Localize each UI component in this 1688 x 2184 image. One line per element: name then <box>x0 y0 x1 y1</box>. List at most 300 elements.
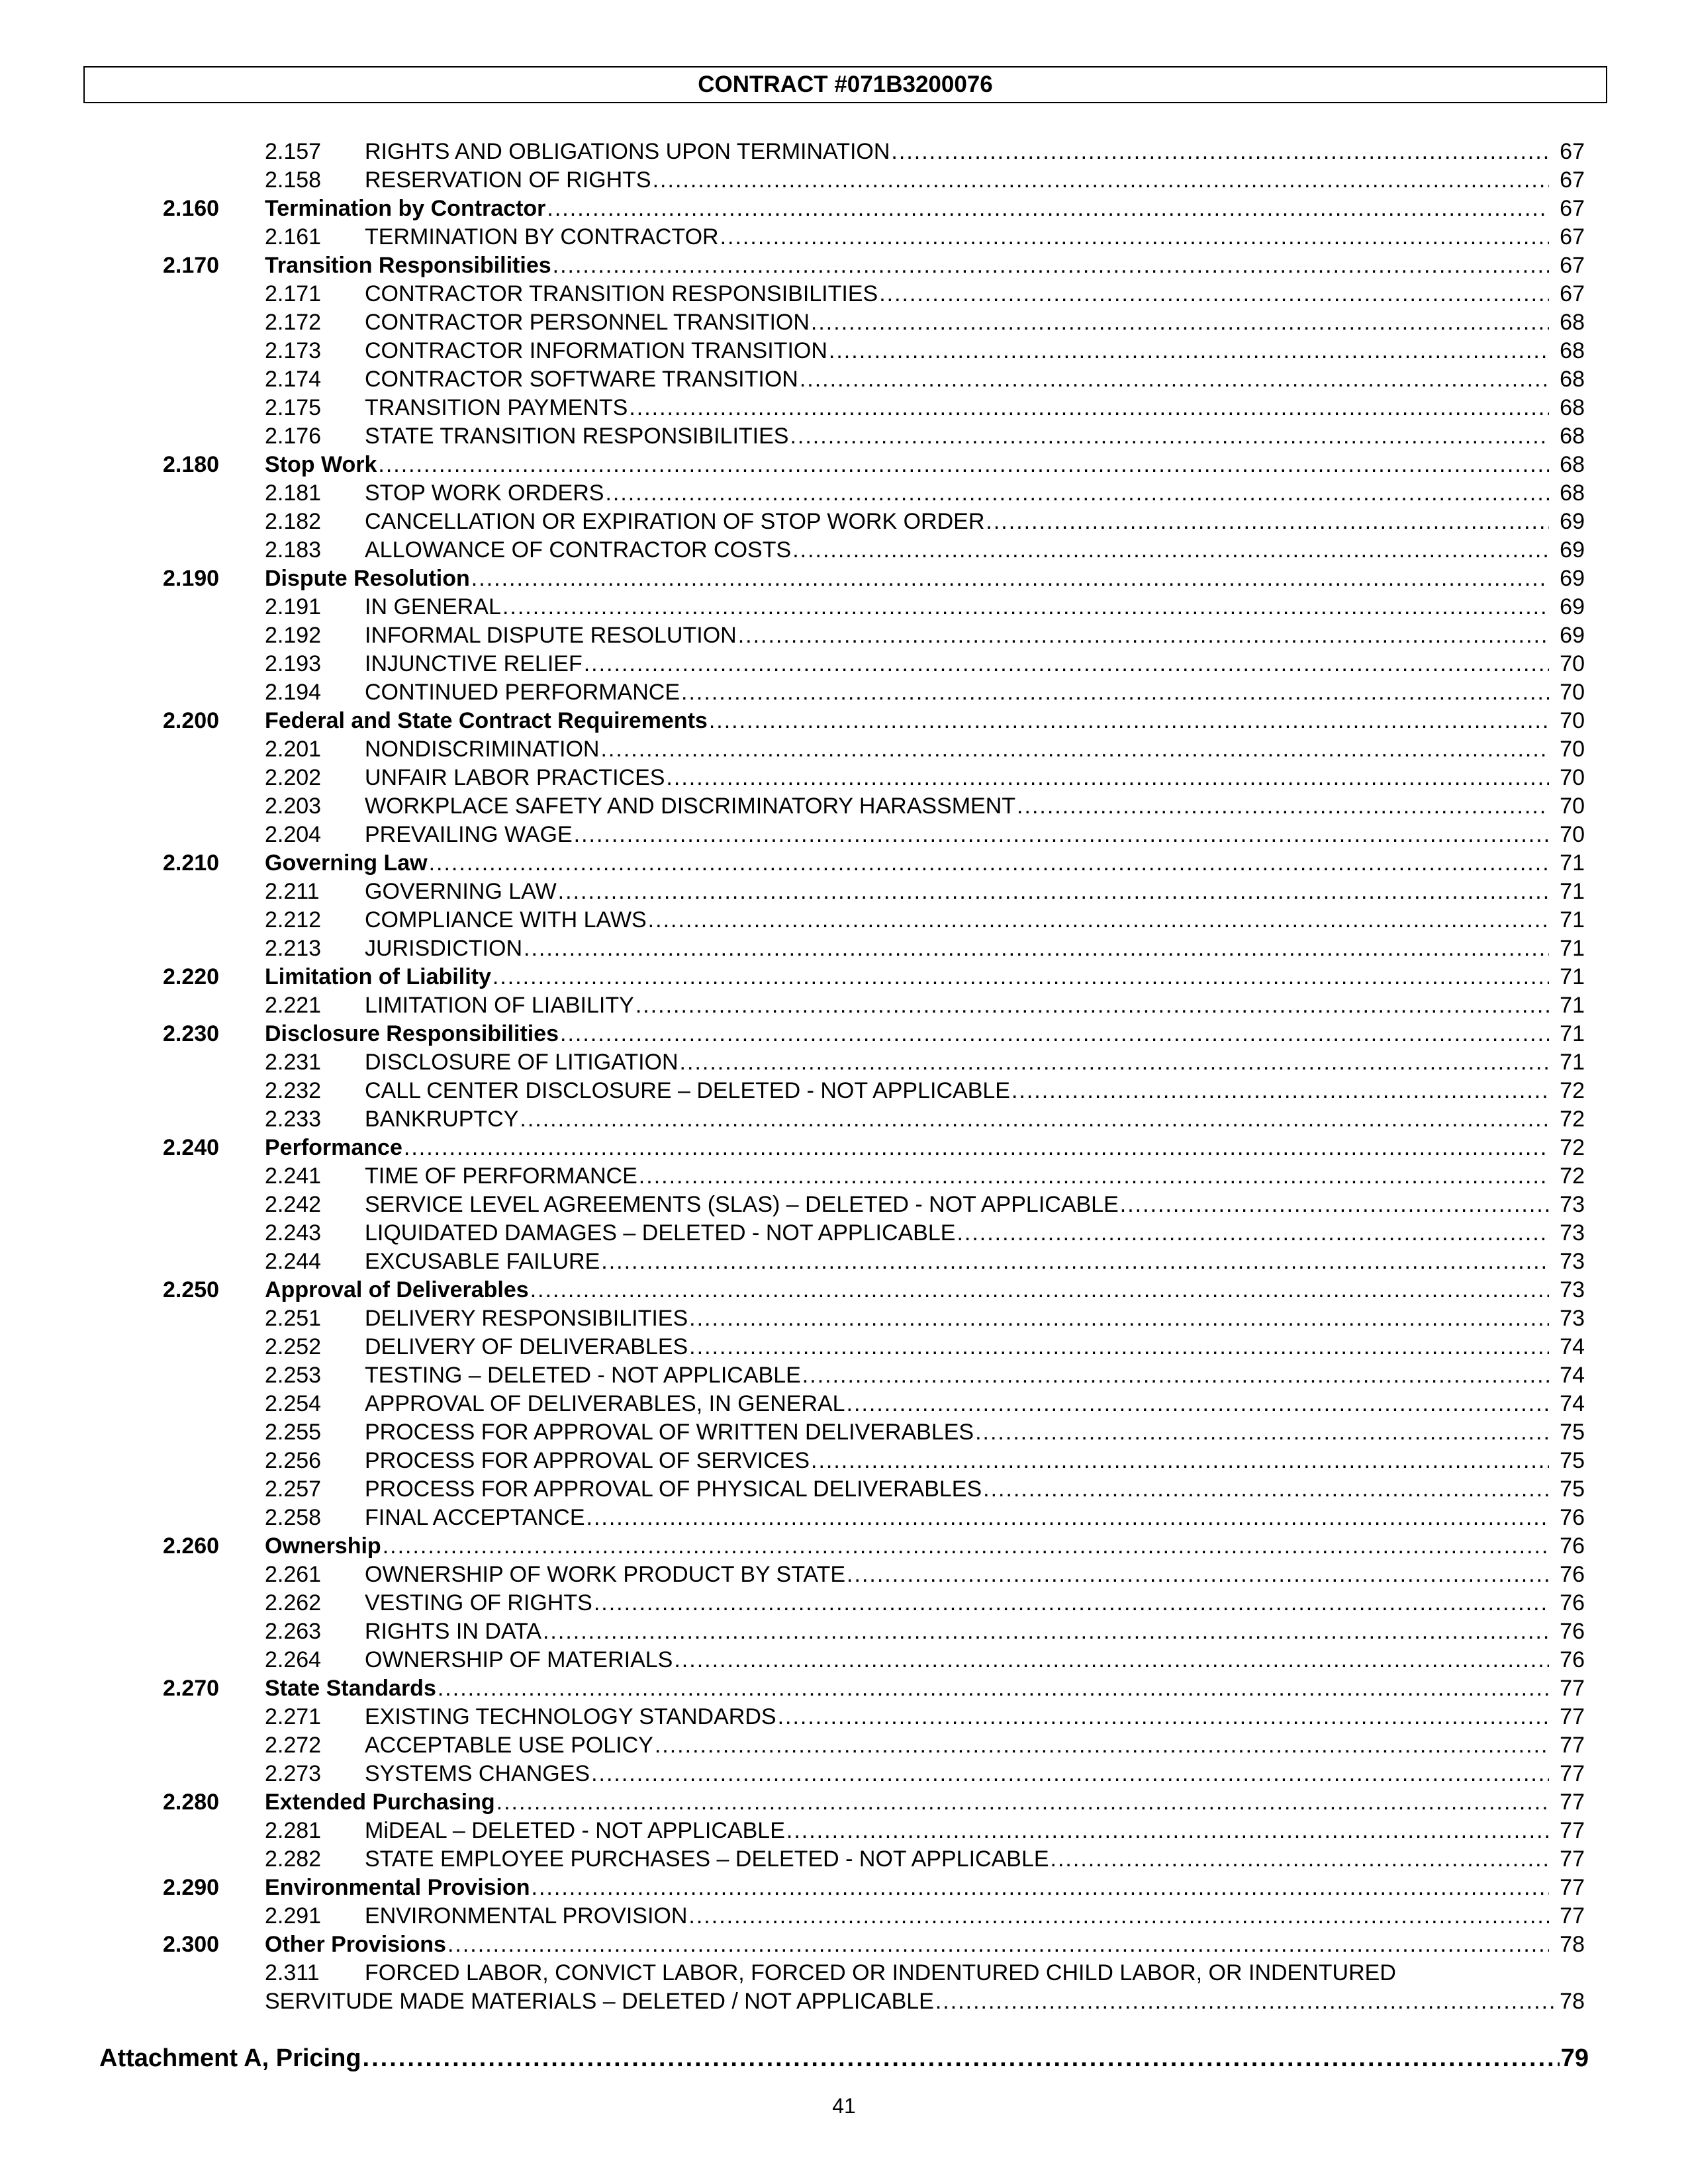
dot-leader <box>689 1304 1549 1333</box>
toc-entry-number: 2.261 <box>265 1562 322 1587</box>
toc-entry-title: INJUNCTIVE RELIEF <box>365 651 583 676</box>
toc-entry-title: DELIVERY OF DELIVERABLES <box>365 1334 688 1359</box>
toc-subsection-entry[interactable] <box>0 1248 1688 1276</box>
toc-subsection-entry[interactable] <box>0 1418 1688 1447</box>
toc-entry-line <box>365 1561 1585 1589</box>
dot-leader <box>800 365 1549 394</box>
dot-leader <box>983 1475 1549 1504</box>
dot-leader <box>891 138 1549 166</box>
toc-entry-line <box>265 707 1585 735</box>
toc-entry-line <box>365 1390 1585 1418</box>
toc-entry-number: 2.258 <box>265 1505 322 1530</box>
toc-entry-page: 77 <box>1560 1790 1585 1815</box>
toc-entry-number: 2.190 <box>163 566 220 591</box>
toc-entry-line <box>365 1475 1585 1504</box>
toc-entry-number: 2.204 <box>265 822 322 847</box>
toc-entry-page: 73 <box>1560 1306 1585 1331</box>
toc-section-entry[interactable] <box>0 195 1688 223</box>
toc-entry-page: 77 <box>1560 1818 1585 1843</box>
dot-leader <box>680 1048 1549 1077</box>
toc-subsection-entry[interactable] <box>0 878 1688 906</box>
toc-subsection-entry[interactable] <box>0 1333 1688 1361</box>
toc-section-entry[interactable] <box>0 451 1688 479</box>
toc-entry-line <box>365 1589 1585 1617</box>
toc-entry-number: 2.280 <box>163 1790 220 1815</box>
dot-leader <box>601 1248 1549 1276</box>
toc-section-entry[interactable] <box>0 707 1688 735</box>
toc-entry-title: STOP WORK ORDERS <box>365 480 604 506</box>
toc-entry-number: 2.183 <box>265 537 322 563</box>
toc-entry-number: 2.194 <box>265 680 322 705</box>
toc-entry-page: 78 <box>1560 1989 1585 2014</box>
toc-entry-number: 2.192 <box>265 623 322 648</box>
toc-entry-page: 68 <box>1560 310 1585 335</box>
dot-leader <box>438 1674 1549 1703</box>
toc-entry-number: 2.254 <box>265 1391 322 1416</box>
toc-entry-title: CONTRACTOR INFORMATION TRANSITION <box>365 338 827 363</box>
toc-entry-title: Termination by Contractor <box>265 196 546 221</box>
toc-entry-number: 2.160 <box>163 196 220 221</box>
toc-entry-line <box>265 1931 1585 1959</box>
dot-leader <box>674 1646 1549 1674</box>
dot-leader <box>447 1931 1549 1959</box>
toc-section-entry[interactable] <box>0 565 1688 593</box>
toc-entry-line <box>365 138 1585 166</box>
toc-entry-title: WORKPLACE SAFETY AND DISCRIMINATORY HARASSMENT <box>365 794 1016 819</box>
toc-entry-number: 2.253 <box>265 1363 322 1388</box>
toc-entry-title: ENVIRONMENTAL PROVISION <box>365 1903 688 1929</box>
toc-entry-page: 67 <box>1560 167 1585 193</box>
toc-entry-line <box>365 1703 1585 1731</box>
toc-subsection-entry[interactable] <box>0 166 1688 195</box>
toc-entry-line <box>365 1248 1585 1276</box>
toc-subsection-entry[interactable] <box>0 792 1688 821</box>
toc-entry-page: 77 <box>1560 1704 1585 1729</box>
toc-entry-line <box>365 821 1585 849</box>
dot-leader <box>502 593 1549 621</box>
toc-subsection-entry[interactable] <box>0 593 1688 621</box>
toc-entry-line <box>365 1731 1585 1760</box>
toc-entry-line <box>365 337 1585 365</box>
toc-entry-page: 78 <box>1560 1932 1585 1957</box>
toc-entry-page: 77 <box>1560 1846 1585 1872</box>
toc-entry-title: ACCEPTABLE USE POLICY <box>365 1733 653 1758</box>
toc-subsection-entry[interactable] <box>0 906 1688 934</box>
toc-section-entry[interactable] <box>0 1674 1688 1703</box>
dot-leader <box>738 621 1549 650</box>
dot-leader <box>935 1987 1558 2016</box>
dot-leader <box>811 1447 1549 1475</box>
toc-entry-line <box>365 1817 1585 1845</box>
toc-entry-number: 2.212 <box>265 907 322 933</box>
toc-entry-line <box>365 1105 1585 1134</box>
dot-leader <box>584 650 1549 678</box>
toc-subsection-entry[interactable] <box>0 650 1688 678</box>
toc-entry-page: 75 <box>1560 1477 1585 1502</box>
toc-entry-line <box>365 1902 1585 1931</box>
toc-entry-title: COMPLIANCE WITH LAWS <box>365 907 647 933</box>
toc-subsection-entry[interactable] <box>0 1646 1688 1674</box>
toc-entry-page: 74 <box>1560 1334 1585 1359</box>
toc-entry-line <box>365 1447 1585 1475</box>
dot-leader <box>655 1731 1549 1760</box>
toc-entry-line <box>265 1674 1585 1703</box>
toc-entry-line <box>365 650 1585 678</box>
toc-entry-title: IN GENERAL <box>365 594 501 619</box>
toc-entry-title: INFORMAL DISPUTE RESOLUTION <box>365 623 737 648</box>
toc-entry-line <box>365 792 1585 821</box>
dot-leader <box>496 1788 1549 1817</box>
toc-section-entry[interactable] <box>0 1532 1688 1561</box>
toc-entry-page: 67 <box>1560 139 1585 164</box>
toc-entry-number: 2.157 <box>265 139 322 164</box>
toc-entry-number: 2.273 <box>265 1761 322 1786</box>
toc-subsection-entry[interactable] <box>0 1845 1688 1874</box>
toc-subsection-entry[interactable] <box>0 1902 1688 1931</box>
toc-section-entry[interactable] <box>0 1874 1688 1902</box>
toc-subsection-entry[interactable] <box>0 138 1688 166</box>
toc-entry-line <box>265 565 1585 593</box>
toc-entry-page: 69 <box>1560 537 1585 563</box>
toc-entry-page: 77 <box>1560 1875 1585 1900</box>
dot-leader <box>666 764 1549 792</box>
toc-subsection-entry[interactable] <box>0 1077 1688 1105</box>
toc-entry-page: 71 <box>1560 993 1585 1018</box>
toc-subsection-entry[interactable] <box>0 1504 1688 1532</box>
toc-subsection-entry[interactable] <box>0 821 1688 849</box>
toc-subsection-entry[interactable] <box>0 308 1688 337</box>
toc-entry-number: 2.171 <box>265 281 322 306</box>
dot-leader <box>553 251 1549 280</box>
toc-entry-page: 69 <box>1560 594 1585 619</box>
toc-section-entry[interactable] <box>0 1788 1688 1817</box>
dot-leader <box>829 337 1549 365</box>
toc-entry-title: PREVAILING WAGE <box>365 822 573 847</box>
toc-entry-number: 2.255 <box>265 1420 322 1445</box>
toc-entry-line <box>365 906 1585 934</box>
toc-entry-line <box>365 1504 1585 1532</box>
toc-entry-page: 70 <box>1560 794 1585 819</box>
toc-subsection-entry[interactable] <box>0 1617 1688 1646</box>
toc-subsection-entry[interactable] <box>0 1191 1688 1219</box>
toc-entry-number: 2.250 <box>163 1277 220 1302</box>
toc-entry-title: GOVERNING LAW <box>365 879 557 904</box>
toc-entry-line <box>365 1646 1585 1674</box>
toc-entry-page: 68 <box>1560 452 1585 477</box>
toc-entry-page: 76 <box>1560 1505 1585 1530</box>
toc-subsection-entry[interactable] <box>0 621 1688 650</box>
toc-entry-number: 2.181 <box>265 480 322 506</box>
toc-entry-title: TERMINATION BY CONTRACTOR <box>365 224 719 250</box>
toc-entry-number: 2.243 <box>265 1220 322 1246</box>
toc-entry-page: 68 <box>1560 367 1585 392</box>
dot-leader <box>688 1902 1549 1931</box>
toc-subsection-entry[interactable] <box>0 991 1688 1020</box>
toc-entry-page: 76 <box>1560 1562 1585 1587</box>
toc-entry-number: 2.291 <box>265 1903 322 1929</box>
toc-entry-page: 69 <box>1560 566 1585 591</box>
toc-subsection-entry[interactable] <box>0 223 1688 251</box>
toc-entry-number: 2.232 <box>265 1078 322 1103</box>
toc-entry-number: 2.231 <box>265 1050 322 1075</box>
toc-entry-title: TESTING – DELETED - NOT APPLICABLE <box>365 1363 801 1388</box>
toc-entry-number: 2.180 <box>163 452 220 477</box>
dot-leader <box>591 1760 1549 1788</box>
toc-entry-page: 70 <box>1560 765 1585 790</box>
toc-subsection-entry[interactable] <box>0 1304 1688 1333</box>
toc-entry-page: 71 <box>1560 1050 1585 1075</box>
dot-leader <box>532 1874 1549 1902</box>
toc-entry-title: CONTRACTOR PERSONNEL TRANSITION <box>365 310 810 335</box>
toc-subsection-entry[interactable] <box>0 508 1688 536</box>
dot-leader <box>790 422 1549 451</box>
toc-entry-line <box>365 1361 1585 1390</box>
dot-leader <box>1051 1845 1549 1874</box>
toc-entry-title: CONTINUED PERFORMANCE <box>365 680 680 705</box>
toc-entry-title: OWNERSHIP OF MATERIALS <box>365 1647 673 1672</box>
toc-subsection-entry[interactable] <box>0 337 1688 365</box>
toc-entry-title: LIMITATION OF LIABILITY <box>365 993 634 1018</box>
toc-entry-line <box>365 1304 1585 1333</box>
toc-entry-title: Disclosure Responsibilities <box>265 1021 559 1046</box>
toc-entry-line <box>365 1077 1585 1105</box>
toc-section-entry[interactable] <box>0 1020 1688 1048</box>
toc-entry-title: CONTRACTOR TRANSITION RESPONSIBILITIES <box>365 281 878 306</box>
toc-entry-number: 2.173 <box>265 338 322 363</box>
toc-section-entry[interactable] <box>0 1276 1688 1304</box>
toc-section-entry[interactable] <box>0 1134 1688 1162</box>
toc-entry-title: CANCELLATION OR EXPIRATION OF STOP WORK ORDER <box>365 509 985 534</box>
dot-leader <box>524 934 1549 963</box>
toc-entry-page: 69 <box>1560 623 1585 648</box>
toc-entry-page: 70 <box>1560 680 1585 705</box>
toc-entry-number: 2.200 <box>163 708 220 733</box>
toc-subsection-entry[interactable] <box>0 1447 1688 1475</box>
toc-subsection-entry[interactable] <box>0 1048 1688 1077</box>
toc-entry-line <box>365 1617 1585 1646</box>
dot-leader <box>1011 1077 1549 1105</box>
toc-subsection-entry[interactable] <box>0 678 1688 707</box>
toc-entry-title: DELIVERY RESPONSIBILITIES <box>365 1306 688 1331</box>
toc-entry-page: 72 <box>1560 1107 1585 1132</box>
toc-subsection-entry[interactable] <box>0 735 1688 764</box>
toc-entry-number: 2.242 <box>265 1192 322 1217</box>
toc-subsection-entry[interactable] <box>0 1561 1688 1589</box>
toc-entry-number: 2.260 <box>163 1533 220 1559</box>
toc-entry-title: STATE TRANSITION RESPONSIBILITIES <box>365 424 789 449</box>
toc-entry-line <box>365 422 1585 451</box>
toc-entry-title: Transition Responsibilities <box>265 253 551 278</box>
toc-entry-number: 2.263 <box>265 1619 322 1644</box>
toc-subsection-entry[interactable] <box>0 934 1688 963</box>
toc-entry-number: 2.300 <box>163 1932 220 1957</box>
toc-attachment-entry[interactable] <box>99 2042 1589 2074</box>
toc-entry-number: 2.311 <box>265 1960 320 1985</box>
toc-entry-page: 75 <box>1560 1448 1585 1473</box>
toc-entry-title: LIQUIDATED DAMAGES – DELETED - NOT APPLICABLE <box>365 1220 956 1246</box>
toc-entry-line <box>365 1333 1585 1361</box>
toc-entry-number: 2.170 <box>163 253 220 278</box>
toc-subsection-entry[interactable] <box>0 1959 1688 2016</box>
toc-entry-number: 2.271 <box>265 1704 322 1729</box>
toc-entry-page: 72 <box>1560 1078 1585 1103</box>
toc-subsection-entry[interactable] <box>0 1760 1688 1788</box>
dot-leader <box>378 451 1549 479</box>
toc-entry-number: 2.174 <box>265 367 322 392</box>
contract-title: CONTRACT #071B3200076 <box>698 71 993 97</box>
toc-entry-line <box>365 678 1585 707</box>
toc-entry-title: Limitation of Liability <box>265 964 491 989</box>
toc-entry-page: 73 <box>1560 1249 1585 1274</box>
dot-leader <box>879 280 1549 308</box>
toc-entry-page: 73 <box>1560 1192 1585 1217</box>
toc-entry-title: SYSTEMS CHANGES <box>365 1761 590 1786</box>
dot-leader <box>594 1589 1549 1617</box>
toc-subsection-entry[interactable] <box>0 394 1688 422</box>
toc-entry-number: 2.161 <box>265 224 322 250</box>
toc-entry-line <box>365 621 1585 650</box>
toc-entry-title: MiDEAL – DELETED - NOT APPLICABLE <box>365 1818 785 1843</box>
toc-subsection-entry[interactable] <box>0 1361 1688 1390</box>
toc-entry-number: 2.230 <box>163 1021 220 1046</box>
dot-leader <box>986 508 1549 536</box>
toc-entry-line <box>365 593 1585 621</box>
toc-entry-page: 68 <box>1560 424 1585 449</box>
toc-subsection-entry[interactable] <box>0 479 1688 508</box>
toc-entry-line <box>365 764 1585 792</box>
toc-entry-line <box>265 1788 1585 1817</box>
dot-leader <box>574 821 1549 849</box>
dot-leader <box>709 707 1549 735</box>
toc-section-entry[interactable] <box>0 963 1688 991</box>
toc-entry-title: CALL CENTER DISCLOSURE – DELETED - NOT APPLICABLE <box>365 1078 1010 1103</box>
toc-entry-page: 77 <box>1560 1733 1585 1758</box>
toc-entry-line <box>365 536 1585 565</box>
toc-entry-number: 2.158 <box>265 167 322 193</box>
dot-leader <box>778 1703 1549 1731</box>
toc-subsection-entry[interactable] <box>0 1475 1688 1504</box>
toc-entry-page: 68 <box>1560 338 1585 363</box>
toc-entry-title: Performance <box>265 1135 402 1160</box>
toc-subsection-entry[interactable] <box>0 1731 1688 1760</box>
toc-entry-line <box>265 1532 1585 1561</box>
toc-subsection-entry[interactable] <box>0 536 1688 565</box>
toc-entry-number: 2.281 <box>265 1818 322 1843</box>
toc-entry-page: 67 <box>1560 196 1585 221</box>
toc-entry-title: NONDISCRIMINATION <box>365 737 600 762</box>
toc-subsection-entry[interactable] <box>0 764 1688 792</box>
toc-entry-title: STATE EMPLOYEE PURCHASES – DELETED - NOT APPLICABLE <box>365 1846 1049 1872</box>
toc-entry-number: 2.201 <box>265 737 322 762</box>
dot-leader <box>492 963 1549 991</box>
toc-entry-number: 2.290 <box>163 1875 220 1900</box>
toc-subsection-entry[interactable] <box>0 1390 1688 1418</box>
toc-entry-page: 77 <box>1560 1761 1585 1786</box>
toc-entry-title: VESTING OF RIGHTS <box>365 1590 592 1615</box>
toc-entry-page: 70 <box>1560 737 1585 762</box>
toc-entry-line <box>265 251 1585 280</box>
dot-leader <box>471 565 1549 593</box>
toc-entry-title: EXCUSABLE FAILURE <box>365 1249 600 1274</box>
toc-entry-number: 2.272 <box>265 1733 322 1758</box>
dot-leader <box>847 1561 1549 1589</box>
toc-entry-page: 74 <box>1560 1363 1585 1388</box>
toc-entry-line <box>365 479 1585 508</box>
dot-leader <box>653 166 1549 195</box>
toc-entry-page: 72 <box>1560 1135 1585 1160</box>
toc-entry-title: Approval of Deliverables <box>265 1277 529 1302</box>
toc-entry-number: 2.252 <box>265 1334 322 1359</box>
toc-subsection-entry[interactable] <box>0 1105 1688 1134</box>
toc-entry-title: TIME OF PERFORMANCE <box>365 1163 637 1189</box>
dot-leader <box>681 678 1549 707</box>
toc-entry-page: 70 <box>1560 651 1585 676</box>
toc-entry-number: 2.213 <box>265 936 322 961</box>
toc-entry-page: 71 <box>1560 964 1585 989</box>
dot-leader <box>847 1390 1549 1418</box>
toc-subsection-entry[interactable] <box>0 1589 1688 1617</box>
toc-subsection-entry[interactable] <box>0 365 1688 394</box>
dot-leader <box>429 849 1549 878</box>
toc-entry-number: 2.175 <box>265 395 322 420</box>
toc-entry-title: State Standards <box>265 1676 436 1701</box>
toc-entry-line <box>365 1048 1585 1077</box>
toc-entry-page: 77 <box>1560 1903 1585 1929</box>
toc-entry-number: 2.244 <box>265 1249 322 1274</box>
toc-entry-page: 76 <box>1560 1619 1585 1644</box>
toc-subsection-entry[interactable] <box>0 1219 1688 1248</box>
toc-entry-line <box>365 1219 1585 1248</box>
toc-entry-line <box>265 849 1585 878</box>
toc-subsection-entry[interactable] <box>0 1703 1688 1731</box>
toc-entry-page: 71 <box>1560 936 1585 961</box>
toc-entry-title: Governing Law <box>265 850 428 876</box>
dot-leader <box>586 1504 1549 1532</box>
toc-entry-page: 68 <box>1560 395 1585 420</box>
toc-entry-page: 73 <box>1560 1277 1585 1302</box>
toc-section-entry[interactable] <box>0 1931 1688 1959</box>
dot-leader <box>648 906 1549 934</box>
toc-entry-page: 71 <box>1560 850 1585 876</box>
toc-entry-line <box>365 508 1585 536</box>
toc-entry-number: 2.240 <box>163 1135 220 1160</box>
toc-section-entry[interactable] <box>0 849 1688 878</box>
toc-entry-page: 71 <box>1560 879 1585 904</box>
contract-header <box>83 66 1607 103</box>
toc-entry-page: 74 <box>1560 1391 1585 1416</box>
dot-leader <box>786 1817 1549 1845</box>
dot-leader <box>957 1219 1549 1248</box>
toc-entry-title: RIGHTS IN DATA <box>365 1619 541 1644</box>
toc-entry-number: 2.193 <box>265 651 322 676</box>
toc-subsection-entry[interactable] <box>0 280 1688 308</box>
toc-section-entry[interactable] <box>0 251 1688 280</box>
toc-entry-number: 2.256 <box>265 1448 322 1473</box>
toc-entry-line <box>265 1020 1585 1048</box>
toc-entry-title: APPROVAL OF DELIVERABLES, IN GENERAL <box>365 1391 845 1416</box>
toc-entry-number: 2.262 <box>265 1590 322 1615</box>
dot-leader <box>558 878 1549 906</box>
toc-subsection-entry[interactable] <box>0 422 1688 451</box>
dot-leader <box>543 1617 1549 1646</box>
toc-entry-title: PROCESS FOR APPROVAL OF WRITTEN DELIVERABLES <box>365 1420 974 1445</box>
toc-entry-line <box>265 195 1585 223</box>
toc-subsection-entry[interactable] <box>0 1817 1688 1845</box>
dot-leader <box>639 1162 1549 1191</box>
toc-subsection-entry[interactable] <box>0 1162 1688 1191</box>
toc-entry-number: 2.210 <box>163 850 220 876</box>
toc-entry-line <box>365 223 1585 251</box>
